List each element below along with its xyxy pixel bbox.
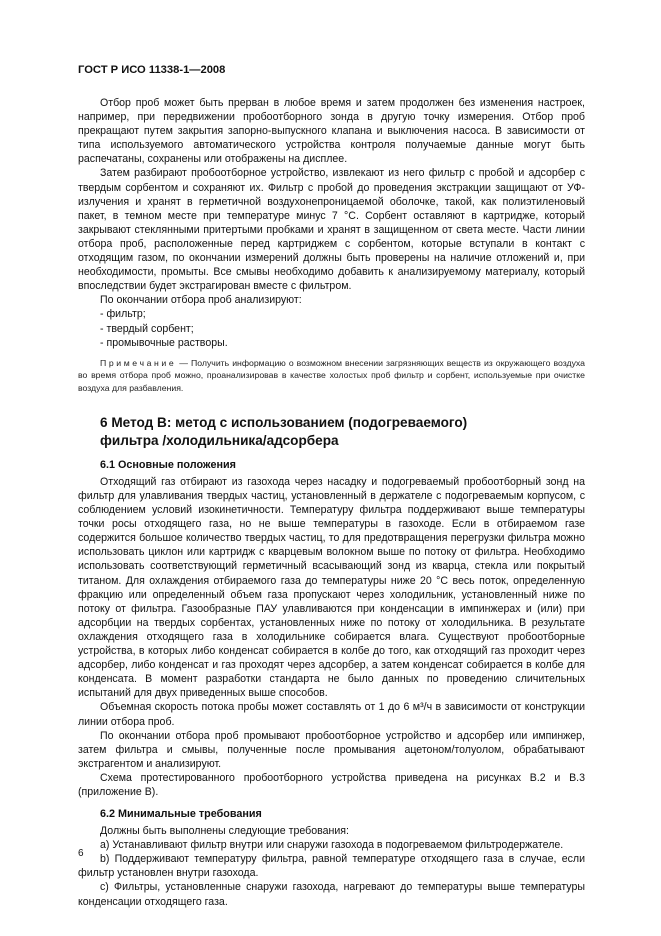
subsection-6-2-heading: 6.2 Минимальные требования [100,808,262,821]
requirement-b: b) Поддерживают температуру фильтра, равной температуре отходящего газа в случае, если фильтр установлен внутри газохода. [78,853,585,880]
note [78,357,585,394]
paragraph-method-description: Отходящий газ отбирают из газохода через насадку и подогреваемый пробоотборный зонд на фильтр для улавливания твердых частиц, установленный в держателе с подогреваемым корпусом, с соблюдением условий изокинетичности. Температуру фильтра поддерживают выше температуры точки росы отходящего газа, но не выше температуры в газоходе. Если в отбираемом газе содержится большое количество твердых частиц, то для предотвращения перегрузки фильтра можно использовать циклон или картридж с кварцевым волокном выше по потоку от фильтра. Необходимо использовать соответствующий герметичный всасывающий зонд из кварца, стекла или покрытый титаном. Для охлаждения отбираемого газа до температуры ниже 20 °С весь поток, определенную фракцию или определенный объем газа пропускают через холодильник, установленный ниже по потоку от фильтра. Газообразные ПАУ улавливаются при конденсации в импинжерах и (или) при адсорбции на твердых сорбентах, установленных ниже по потоку от холодильника. В результате охлаждения отходящего газа в холодильнике собирается влага. Существуют пробоотборные устройства, в которых либо конденсат собирается в колбе до того, как отходящий газ проходит через адсорбер, либо конденсат и газ проходят через адсорбер, а затем конденсат собирается в колбе для конденсата. В момент разработки стандарта не было данных по проведению сличительных испытаний для двух приведенных выше способов. [78,475,585,700]
requirement-a: а) Устанавливают фильтр внутри или снаружи газохода в подогреваемом фильтродержателе. [100,839,564,852]
paragraph-requirements-intro: Должны быть выполнены следующие требования: [100,825,349,838]
subsection-6-1-heading: 6.1 Основные положения [100,458,236,471]
document-header-id: ГОСТ Р ИСО 11338-1—2008 [78,64,226,76]
list-item-sorbent: - твердый сорбент; [100,322,194,335]
paragraph-washing: По окончании отбора проб промывают пробоотборное устройство и адсорбер или импинжер, затем фильтра и смывы, полученные после промывания ацетоном/толуолом, обрабатывают экстрагентом и анализируют. [78,729,585,770]
section-6-heading-line2: фильтра /холодильника/адсорбера [100,432,339,448]
page-number: 6 [78,848,84,859]
paragraph-flow-rate: Объемная скорость потока пробы может составлять от 1 до 6 м³/ч в зависимости от конструкции линии отбора проб. [78,701,585,728]
section-6-heading [78,414,585,450]
requirement-c: c) Фильтры, установленные снаружи газохода, нагревают до температуры выше температуры конденсации отходящего газа. [78,881,585,908]
note-label: Примечание [100,357,177,368]
paragraph-interruption: Отбор проб может быть прерван в любое время и затем продолжен без изменения настроек, например, при передвижении пробоотборного зонда в другую точку измерения. Отбор проб прекращают путем закрытия запорно-выпускного клапана и выключения насоса. В зависимости от типа используемого автоматического устройства контроля получаемые данные могут быть распечатаны, сохранены или отображены на дисплее. [78,97,585,166]
paragraph-disassembly: Затем разбирают пробоотборное устройство, извлекают из него фильтр с пробой и адсорбер с твердым сорбентом и сохраняют их. Фильтр с пробой до проведения экстракции защищают от УФ-излучения и хранят в герметичной воздухонепроницаемой оболочке, такой, как полиэтиленовый пакет, в темном месте при температуре минус 7 °С. Сорбент оставляют в картридже, который закрывают стеклянными притертыми пробками и хранят в защищенном от света месте. Части линии отбора проб, расположенные перед картриджем с сорбентом, которые вступали в контакт с отходящим газом, по окончании измерений должны быть проверены на наличие отложений и, при необходимости, промыты. Все смывы необходимо добавить к анализируемому материалу, который впоследствии будет экстрагирован вместе с фильтром. [78,167,585,293]
list-item-washings: - промывочные растворы. [100,336,228,349]
list-item-filter: - фильтр; [100,308,146,321]
paragraph-figure-reference: Схема протестированного пробоотборного устройства приведена на рисунках В.2 и В.3 (приложение В). [78,771,585,798]
section-6-heading-line1: 6 Метод В: метод с использованием (подогреваемого) [100,414,468,430]
paragraph-analyze-intro: По окончании отбора проб анализируют: [100,294,302,307]
note-text: — Получить информацию о возможном внесении загрязняющих веществ из окружающего воздуха во время отбора проб можно, проанализировав в качестве холостых проб фильтр и сорбент, используемые при очистке воздуха для разбавления. [78,357,585,393]
document-body [78,96,585,909]
